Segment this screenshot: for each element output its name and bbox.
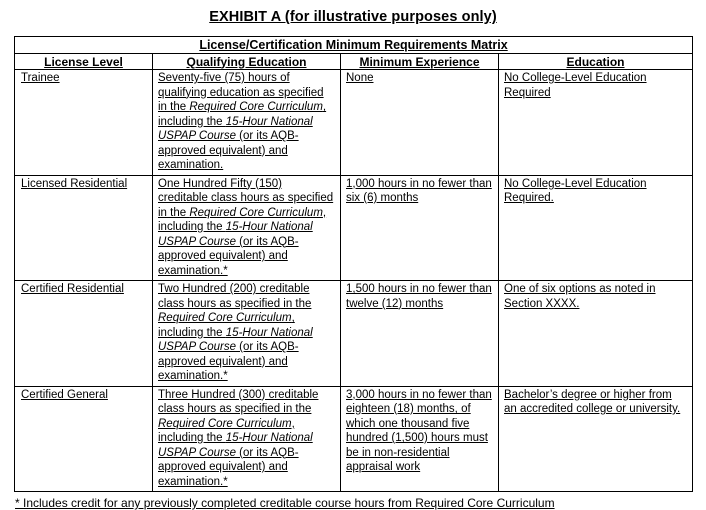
qualifying-education-cell xyxy=(153,70,341,176)
text-run: Two Hundred (200) creditable class hours as specified in the xyxy=(158,283,312,310)
qualifying-education-cell xyxy=(153,386,341,492)
table-row-certified-general xyxy=(15,386,693,492)
column-header-qualifying-education: Qualifying Education xyxy=(153,54,341,70)
column-header-license-level: License Level xyxy=(15,54,153,70)
text-run: , including the xyxy=(158,101,327,128)
text-run: (or its AQB-approved equivalent) and examination.* xyxy=(158,235,299,277)
text-run: Seventy-five (75) hours of qualifying education as specified in the xyxy=(158,72,324,113)
license-level-cell: Licensed Residential xyxy=(15,175,153,281)
qualifying-education-cell xyxy=(153,281,341,387)
table-title: License/Certification Minimum Requirements Matrix xyxy=(15,37,693,54)
education-cell: No College-Level Education Required xyxy=(499,70,693,176)
minimum-experience-cell: 1,500 hours in no fewer than twelve (12) months xyxy=(341,281,499,387)
minimum-experience-cell: 3,000 hours in no fewer than eighteen (18) months, of which one thousand five hundred (1,500) hours must be in non-residential appraisal work xyxy=(341,386,499,492)
column-header-row xyxy=(15,54,693,70)
table-title-row xyxy=(15,37,693,54)
text-run: , including the xyxy=(158,206,327,233)
italic-text-run: Required Core Curriculum xyxy=(158,417,292,430)
requirements-matrix-table xyxy=(14,36,693,492)
column-header-education: Education xyxy=(499,54,693,70)
license-level-cell: Trainee xyxy=(15,70,153,176)
text-run: (or its AQB-approved equivalent) and examination.* xyxy=(158,446,299,488)
education-cell: One of six options as noted in Section XXXX. xyxy=(499,281,693,387)
education-cell: Bachelor’s degree or higher from an accredited college or university. xyxy=(499,386,693,492)
education-cell: No College-Level Education Required. xyxy=(499,175,693,281)
italic-text-run: 15-Hour National USPAP Course xyxy=(158,432,313,459)
italic-text-run: Required Core Curriculum xyxy=(189,206,323,219)
italic-text-run: Required Core Curriculum xyxy=(158,312,292,324)
license-level-cell: Certified Residential xyxy=(15,281,153,387)
table-row-trainee xyxy=(15,70,693,176)
minimum-experience-cell: None xyxy=(341,70,499,176)
footnote: * Includes credit for any previously completed creditable course hours from Required Core Curriculum xyxy=(15,496,555,510)
license-level-cell: Certified General xyxy=(15,386,153,492)
table-row-licensed-residential xyxy=(15,175,693,281)
italic-text-run: Required Core Curriculum xyxy=(189,101,323,113)
text-run: , including the xyxy=(158,417,295,444)
qualifying-education-cell xyxy=(153,175,341,281)
italic-text-run: 15-Hour National USPAP Course xyxy=(158,221,313,248)
italic-text-run: 15-Hour National USPAP Course xyxy=(158,115,313,142)
column-header-minimum-experience: Minimum Experience xyxy=(341,54,499,70)
italic-text-run: 15-Hour National USPAP Course xyxy=(158,326,313,353)
text-run: , including the xyxy=(158,312,295,339)
minimum-experience-cell: 1,000 hours in no fewer than six (6) months xyxy=(341,175,499,281)
text-run: One Hundred Fifty (150) creditable class hours as specified in the xyxy=(158,177,334,219)
table-row-certified-residential xyxy=(15,281,693,387)
exhibit-title: EXHIBIT A (for illustrative purposes only) xyxy=(209,9,497,25)
text-run: Three Hundred (300) creditable class hours as specified in the xyxy=(158,388,319,415)
text-run: (or its AQB-approved equivalent) and examination.* xyxy=(158,341,299,382)
text-run: (or its AQB-approved equivalent) and examination. xyxy=(158,130,299,171)
